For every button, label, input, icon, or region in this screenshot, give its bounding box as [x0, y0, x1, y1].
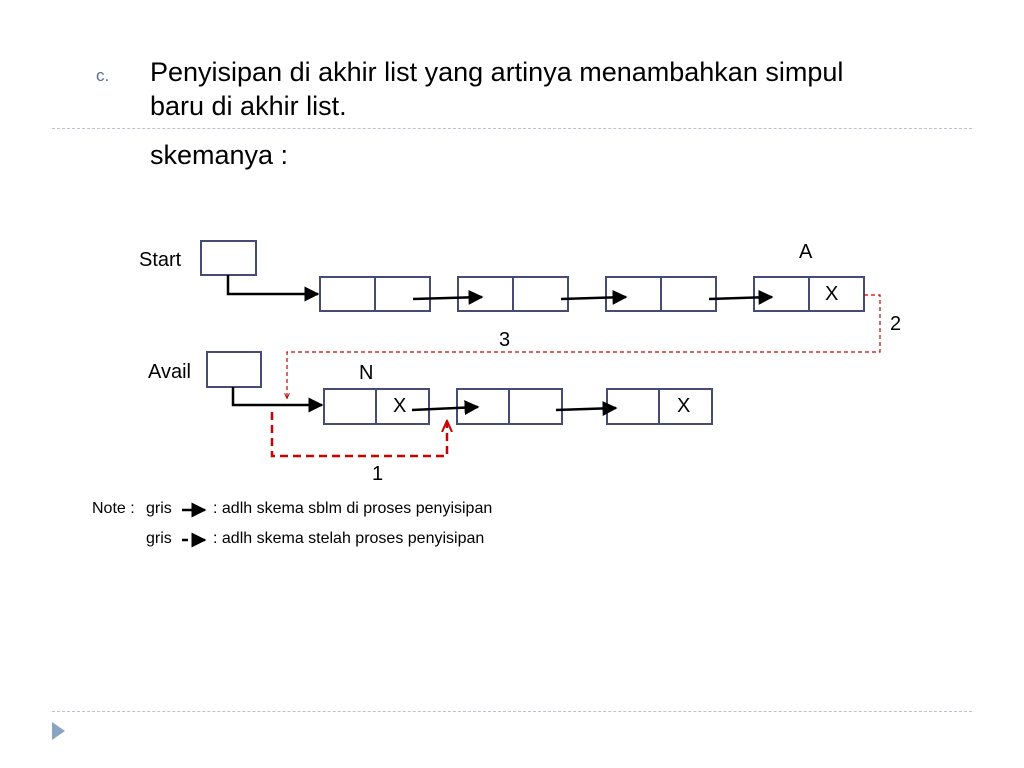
- step-2-label: 2: [890, 313, 902, 335]
- avail-last-null-marker: X: [677, 395, 691, 417]
- next-slide-arrow-icon[interactable]: [52, 722, 65, 740]
- note-prefix: Note :: [92, 500, 135, 517]
- start-label: Start: [139, 249, 182, 271]
- node-n-null-marker: X: [393, 395, 407, 417]
- step-1-label: 1: [372, 463, 384, 485]
- note-desc-2: : adlh skema stelah proses penyisipan: [213, 530, 485, 547]
- node-a-null-marker: X: [825, 283, 839, 305]
- step-3-label: 3: [499, 329, 511, 351]
- start-to-node1-arrow: [228, 275, 318, 294]
- note-gris-2: gris: [146, 530, 172, 547]
- slide-subtitle: skemanya :: [150, 140, 289, 170]
- bottom-divider: [52, 711, 972, 712]
- avail-to-node-n-arrow: [233, 387, 322, 405]
- avail-label: Avail: [148, 361, 191, 383]
- start-pointer-box: [201, 241, 256, 275]
- note-desc-1: : adlh skema sblm di proses penyisipan: [213, 500, 493, 517]
- node-a-label: A: [799, 241, 813, 263]
- slide-title-line-1: Penyisipan di akhir list yang artinya menambahkan simpul: [150, 57, 844, 87]
- slide-title-line-2: baru di akhir list.: [150, 91, 347, 121]
- avail-pointer-box: [207, 352, 261, 387]
- note-gris-1: gris: [146, 500, 172, 517]
- node-n-label: N: [359, 362, 374, 384]
- bullet-marker: c.: [96, 66, 110, 85]
